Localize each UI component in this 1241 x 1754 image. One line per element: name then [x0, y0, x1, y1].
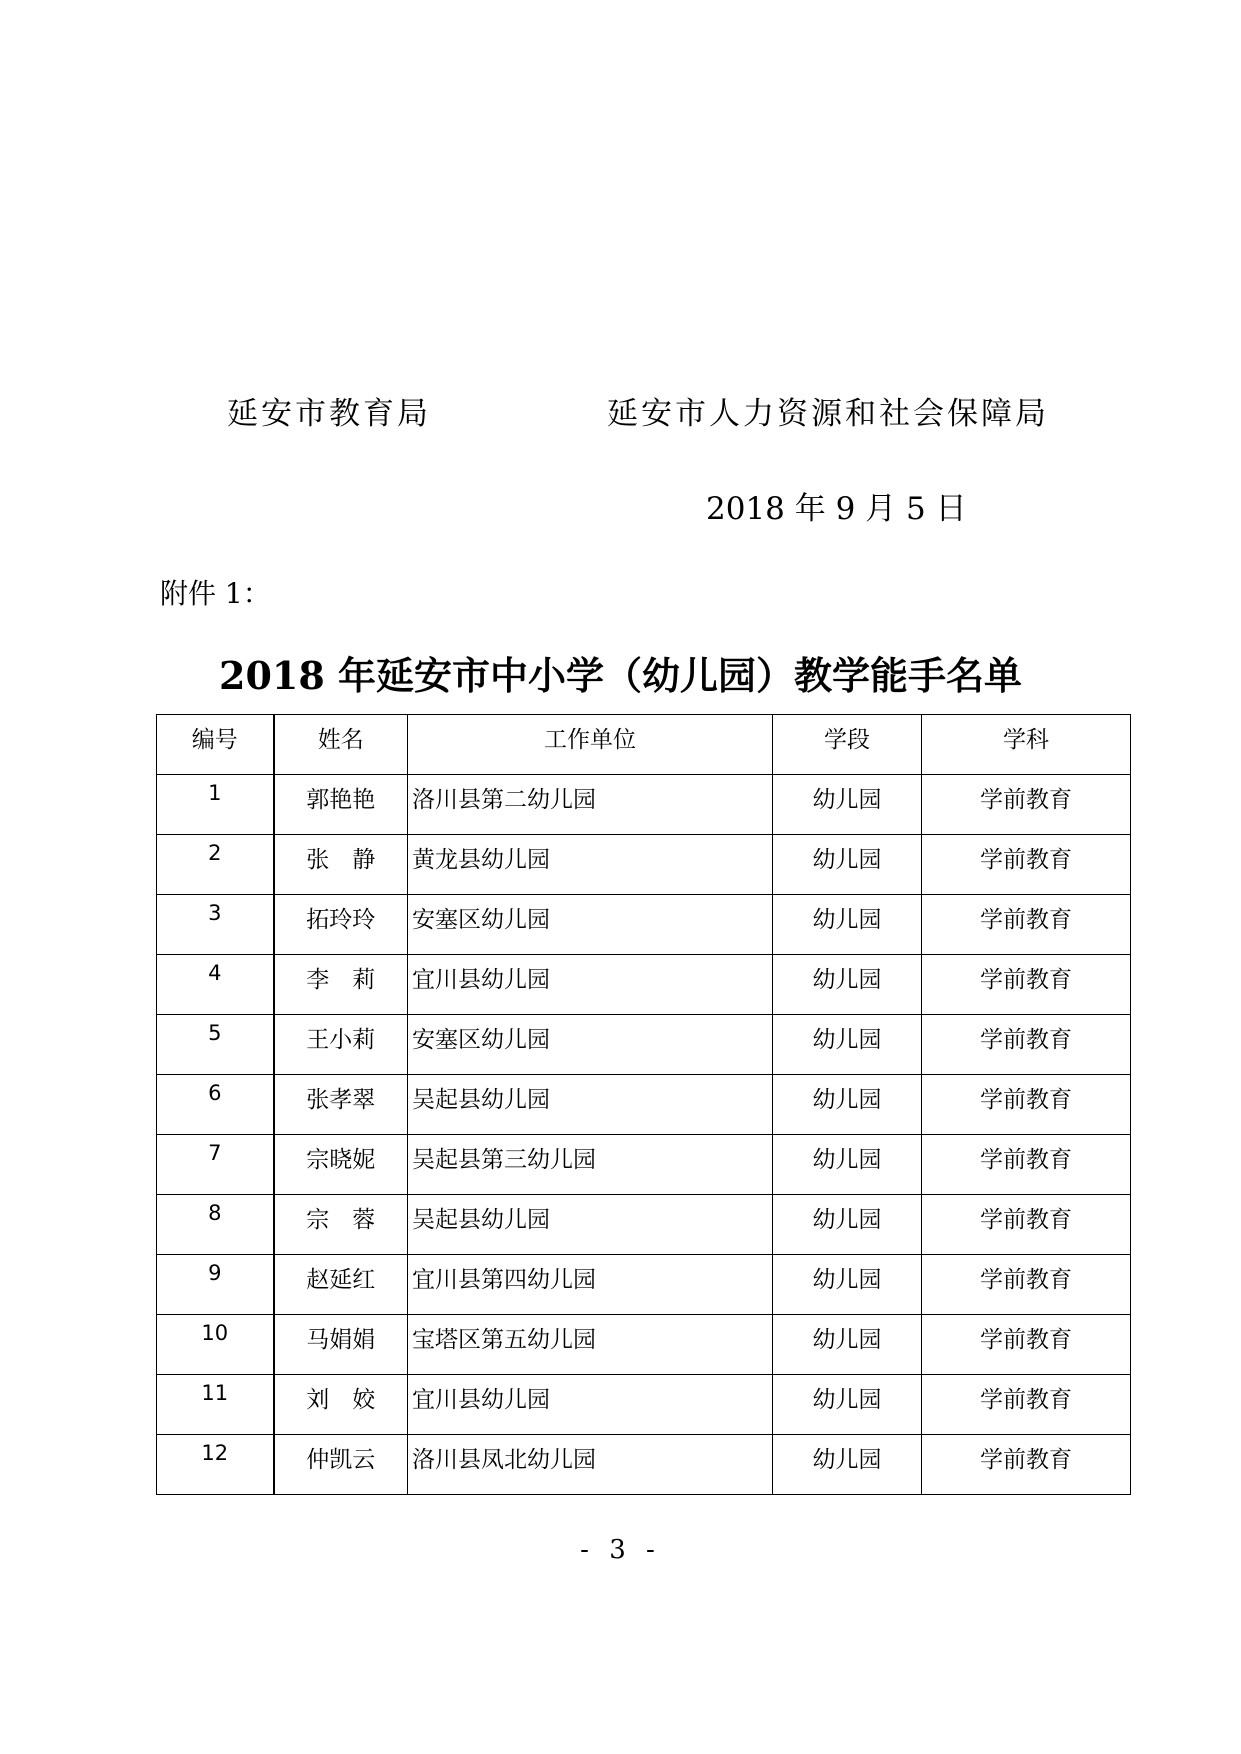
cell-name: 刘 姣 — [274, 1375, 408, 1435]
header-number: 编号 — [157, 715, 274, 775]
issuer-human-resources-bureau: 延安市人力资源和社会保障局 — [607, 396, 1049, 432]
header-work-unit: 工作单位 — [408, 715, 773, 775]
cell-name: 拓玲玲 — [274, 895, 408, 955]
header-school-stage: 学段 — [773, 715, 922, 775]
cell-work-unit: 宜川县第四幼儿园 — [408, 1255, 773, 1315]
cell-number: 1 — [157, 775, 274, 835]
issuer-education-bureau: 延安市教育局 — [227, 396, 431, 432]
cell-work-unit: 安塞区幼儿园 — [408, 1015, 773, 1075]
cell-subject: 学前教育 — [922, 835, 1131, 895]
cell-school-stage: 幼儿园 — [773, 775, 922, 835]
table-body — [157, 775, 1131, 1495]
cell-subject: 学前教育 — [922, 1435, 1131, 1495]
cell-number: 5 — [157, 1015, 274, 1075]
cell-name: 赵延红 — [274, 1255, 408, 1315]
table-row — [157, 1435, 1131, 1495]
cell-name: 仲凯云 — [274, 1435, 408, 1495]
cell-name: 马娟娟 — [274, 1315, 408, 1375]
cell-number: 12 — [157, 1435, 274, 1495]
cell-school-stage: 幼儿园 — [773, 1375, 922, 1435]
cell-number: 7 — [157, 1135, 274, 1195]
table-row — [157, 775, 1131, 835]
cell-number: 2 — [157, 835, 274, 895]
cell-subject: 学前教育 — [922, 1195, 1131, 1255]
table-row — [157, 1015, 1131, 1075]
cell-school-stage: 幼儿园 — [773, 1075, 922, 1135]
cell-number: 9 — [157, 1255, 274, 1315]
cell-number: 4 — [157, 955, 274, 1015]
cell-subject: 学前教育 — [922, 895, 1131, 955]
cell-number: 8 — [157, 1195, 274, 1255]
issue-date: 2018 年 9 月 5 日 — [706, 491, 967, 527]
cell-work-unit: 安塞区幼儿园 — [408, 895, 773, 955]
cell-name: 张孝翠 — [274, 1075, 408, 1135]
cell-work-unit: 吴起县幼儿园 — [408, 1075, 773, 1135]
table-header-row — [157, 715, 1131, 775]
cell-work-unit: 洛川县第二幼儿园 — [408, 775, 773, 835]
cell-name: 张 静 — [274, 835, 408, 895]
cell-work-unit: 宜川县幼儿园 — [408, 955, 773, 1015]
cell-school-stage: 幼儿园 — [773, 1015, 922, 1075]
table-row — [157, 1255, 1131, 1315]
cell-name: 王小莉 — [274, 1015, 408, 1075]
cell-number: 6 — [157, 1075, 274, 1135]
cell-work-unit: 宜川县幼儿园 — [408, 1375, 773, 1435]
teacher-roster-table — [156, 714, 1131, 1495]
cell-number: 11 — [157, 1375, 274, 1435]
cell-subject: 学前教育 — [922, 1375, 1131, 1435]
cell-subject: 学前教育 — [922, 955, 1131, 1015]
attachment-label: 附件 1： — [160, 577, 271, 610]
cell-work-unit: 洛川县凤北幼儿园 — [408, 1435, 773, 1495]
cell-subject: 学前教育 — [922, 1075, 1131, 1135]
cell-name: 郭艳艳 — [274, 775, 408, 835]
cell-school-stage: 幼儿园 — [773, 1195, 922, 1255]
cell-school-stage: 幼儿园 — [773, 1315, 922, 1375]
cell-subject: 学前教育 — [922, 775, 1131, 835]
cell-school-stage: 幼儿园 — [773, 1135, 922, 1195]
table-row — [157, 1315, 1131, 1375]
cell-school-stage: 幼儿园 — [773, 895, 922, 955]
cell-subject: 学前教育 — [922, 1315, 1131, 1375]
cell-subject: 学前教育 — [922, 1015, 1131, 1075]
cell-name: 李 莉 — [274, 955, 408, 1015]
table-row — [157, 1075, 1131, 1135]
cell-subject: 学前教育 — [922, 1255, 1131, 1315]
table-row — [157, 895, 1131, 955]
cell-school-stage: 幼儿园 — [773, 1435, 922, 1495]
cell-name: 宗晓妮 — [274, 1135, 408, 1195]
cell-school-stage: 幼儿园 — [773, 1255, 922, 1315]
cell-work-unit: 宝塔区第五幼儿园 — [408, 1315, 773, 1375]
document-title: 2018 年延安市中小学（幼儿园）教学能手名单 — [219, 653, 1022, 698]
table-row — [157, 1135, 1131, 1195]
page-number: - 3 - — [580, 1535, 661, 1565]
cell-work-unit: 吴起县第三幼儿园 — [408, 1135, 773, 1195]
table-row — [157, 1375, 1131, 1435]
header-subject: 学科 — [922, 715, 1131, 775]
header-name: 姓名 — [274, 715, 408, 775]
cell-number: 3 — [157, 895, 274, 955]
cell-school-stage: 幼儿园 — [773, 955, 922, 1015]
cell-work-unit: 吴起县幼儿园 — [408, 1195, 773, 1255]
table-row — [157, 1195, 1131, 1255]
table-row — [157, 835, 1131, 895]
table-row — [157, 955, 1131, 1015]
cell-number: 10 — [157, 1315, 274, 1375]
cell-school-stage: 幼儿园 — [773, 835, 922, 895]
cell-subject: 学前教育 — [922, 1135, 1131, 1195]
cell-name: 宗 蓉 — [274, 1195, 408, 1255]
cell-work-unit: 黄龙县幼儿园 — [408, 835, 773, 895]
